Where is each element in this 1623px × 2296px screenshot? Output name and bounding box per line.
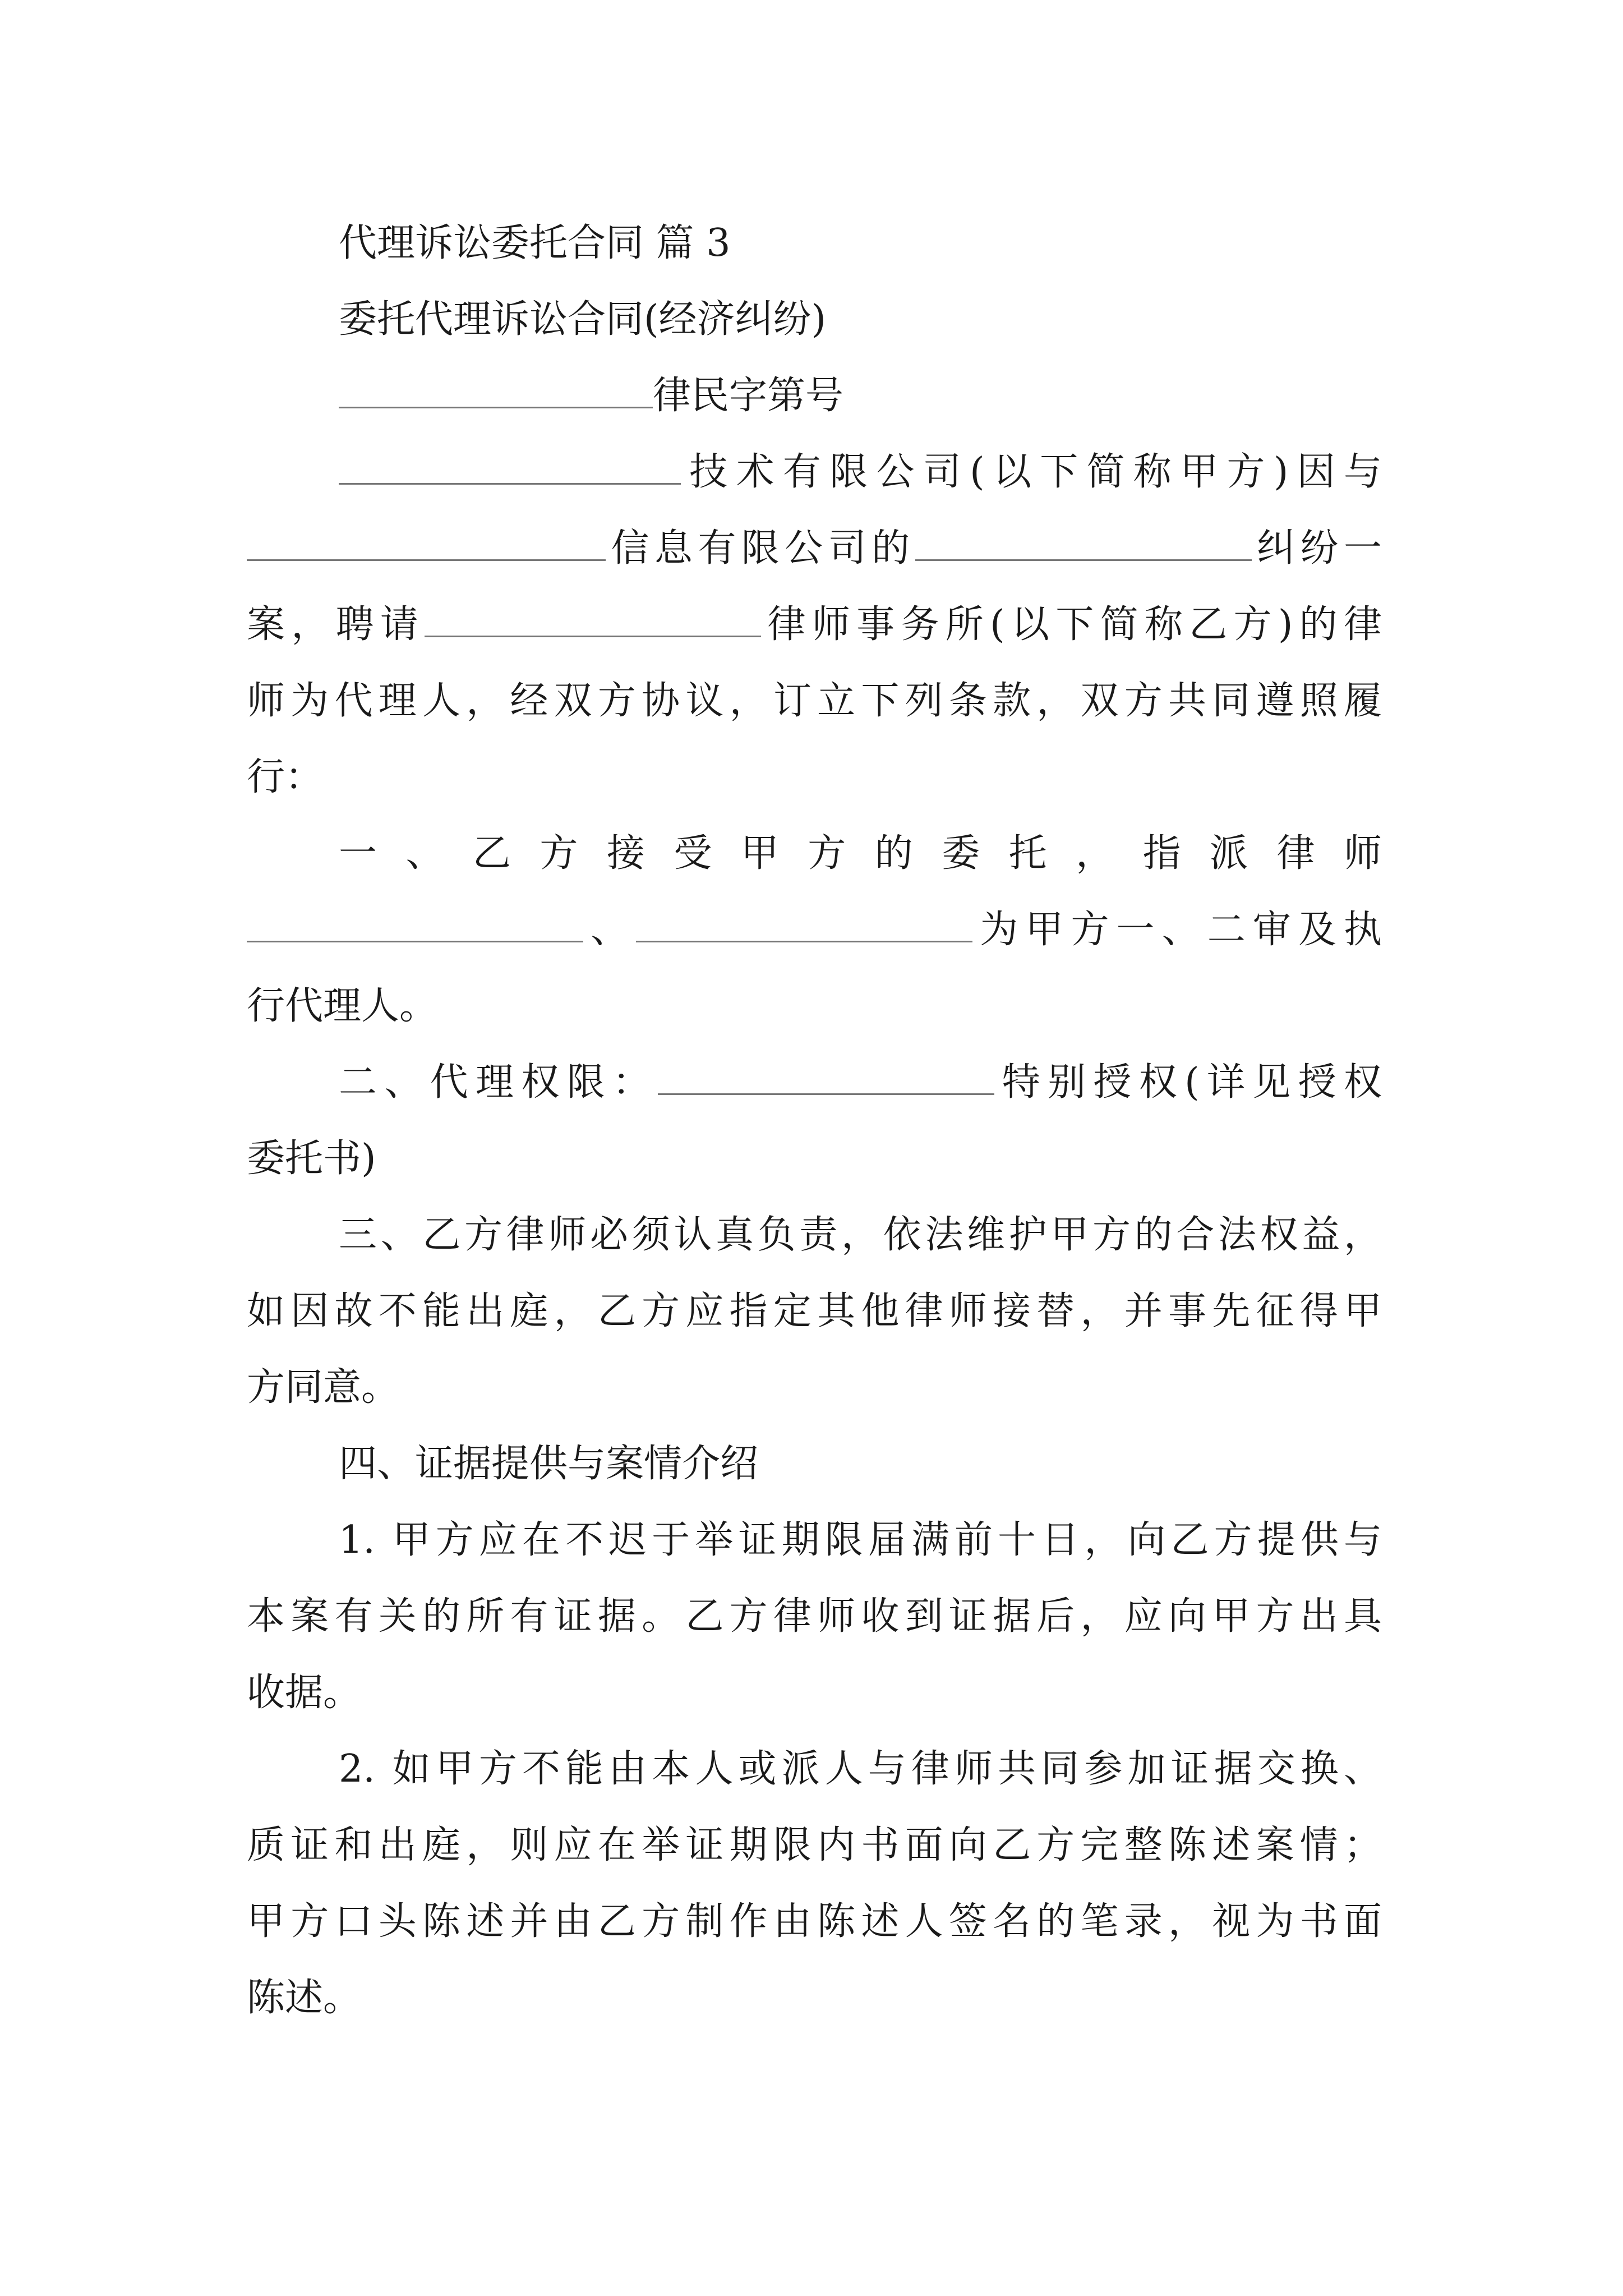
clause-text: 质证和出庭，则应在举证期限内书面向乙方完整陈述案情； xyxy=(247,1823,1382,1867)
clause-3-line-1 xyxy=(339,1197,1382,1273)
blank-line xyxy=(425,602,761,637)
clause-text: 方同意。 xyxy=(247,1365,400,1410)
clause-text: 特别授权(详见授权 xyxy=(994,1060,1382,1105)
intro-text: 纠纷一 xyxy=(1251,526,1382,570)
intro-line-2 xyxy=(247,510,1382,587)
subtitle-text: 委托代理诉讼合同(经济纠纷) xyxy=(339,297,827,342)
clause-text: 如因故不能出庭，乙方应指定其他律师接替，并事先征得甲 xyxy=(247,1289,1382,1333)
contract-subtitle xyxy=(339,282,1382,358)
clause-4-title xyxy=(339,1426,1382,1502)
blank-line xyxy=(247,526,606,561)
clause-text: 行代理人。 xyxy=(247,984,438,1028)
clause-1-line-1 xyxy=(339,816,1382,892)
clause-text: 甲方口头陈述并由乙方制作由陈述人签名的笔录，视为书面 xyxy=(247,1899,1382,1944)
clause-2-line-1 xyxy=(339,1045,1382,1121)
blank-line xyxy=(247,907,583,942)
clause-text: 、 xyxy=(583,908,637,952)
intro-text: 律师事务所(以下简称乙方)的律 xyxy=(761,602,1382,647)
clause-4-item-2-line-3 xyxy=(247,1884,1382,1960)
clause-1-line-3 xyxy=(247,968,1382,1045)
intro-line-3 xyxy=(247,587,1382,663)
clause-1-line-2 xyxy=(247,892,1382,968)
clause-text: 一、乙方接受甲方的委托，指派律师 xyxy=(339,831,1382,876)
clause-text: 三、乙方律师必须认真负责，依法维护甲方的合法权益， xyxy=(339,1213,1382,1257)
clause-text: 收据。 xyxy=(247,1671,362,1715)
intro-text: 信息有限公司的 xyxy=(606,526,915,570)
clause-title-text: 四、证据提供与案情介绍 xyxy=(339,1442,759,1486)
clause-text: 本案有关的所有证据。乙方律师收到证据后，应向甲方出具 xyxy=(247,1594,1382,1639)
clause-4-item-1-line-2 xyxy=(247,1579,1382,1655)
intro-text: 师为代理人，经双方协议，订立下列条款，双方共同遵照履 xyxy=(247,679,1382,723)
document-number xyxy=(339,358,1382,434)
clause-4-item-2-line-1 xyxy=(339,1731,1382,1807)
heading-text: 代理诉讼委托合同 篇 3 xyxy=(339,221,731,265)
clause-4-item-2-line-2 xyxy=(247,1807,1382,1884)
clause-3-line-3 xyxy=(247,1350,1382,1426)
clause-3-line-2 xyxy=(247,1273,1382,1350)
clause-text: 1. 甲方应在不迟于举证期限届满前十日，向乙方提供与 xyxy=(339,1518,1382,1562)
blank-line xyxy=(658,1060,994,1095)
clause-text: 2. 如甲方不能由本人或派人与律师共同参加证据交换、 xyxy=(339,1747,1382,1791)
intro-text: 案，聘请 xyxy=(247,602,425,647)
intro-line-5 xyxy=(247,739,1382,816)
clause-text: 二、代理权限： xyxy=(339,1060,658,1105)
blank-line xyxy=(915,526,1252,561)
doc-number-text: 律民字第号 xyxy=(653,374,844,418)
document-heading xyxy=(339,205,1382,282)
blank-line xyxy=(636,907,972,942)
clause-text: 为甲方一、二审及执 xyxy=(972,908,1382,952)
clause-4-item-1-line-3 xyxy=(247,1655,1382,1731)
clause-4-item-1-line-1 xyxy=(339,1502,1382,1579)
blank-line xyxy=(339,449,681,485)
clause-text: 委托书) xyxy=(247,1137,376,1181)
clause-2-line-2 xyxy=(247,1121,1382,1197)
clause-text: 陈述。 xyxy=(247,1976,362,2020)
clause-4-item-2-line-4 xyxy=(247,1960,1382,2036)
intro-text: 技术有限公司(以下简称甲方)因与 xyxy=(681,450,1382,494)
intro-line-1 xyxy=(339,434,1382,510)
intro-line-4 xyxy=(247,663,1382,739)
intro-text: 行： xyxy=(247,755,324,799)
blank-line xyxy=(339,373,653,408)
